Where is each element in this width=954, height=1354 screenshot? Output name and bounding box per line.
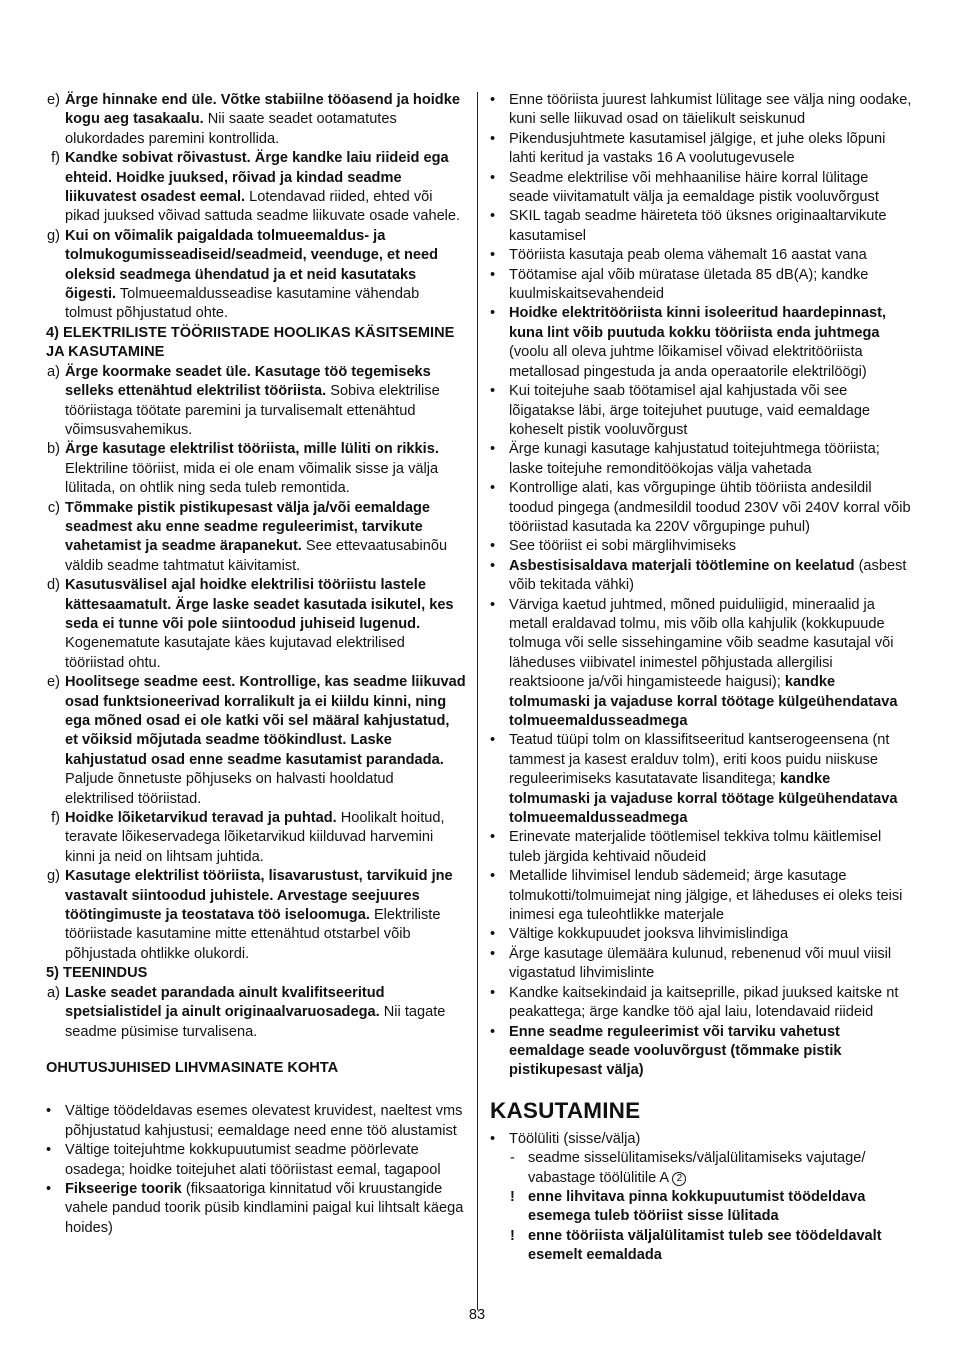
list-marker: f) (51, 150, 60, 167)
warnings-list (490, 1188, 912, 1266)
bold-text: Kandke sobivat rõivastust. Ärge kandke laiu riideid ega ehteid. Hoidke juuksed, rõivad ja kindad seadme liikuvatest osadest eemal. (65, 150, 449, 206)
list-item-text (509, 441, 880, 476)
list-marker: • (490, 945, 496, 962)
list-marker: • (490, 538, 496, 555)
list-item-text (509, 829, 881, 864)
normal-text: Nii saate seadet ootamatutes olukordades paremini kontrollida. (65, 111, 397, 147)
list-item (490, 246, 912, 265)
bold-text: Ärge koormake seadet üle. Kasutage töö tegemiseks selleks ettenähtud elektrilist tööriista. (65, 363, 431, 400)
list-item-text (65, 364, 440, 438)
normal-text: Töötamise ajal võib müratase ületada 85 dB(A); kandke kuulmiskaitsevahendeid (509, 266, 869, 303)
list-marker: c) (47, 499, 60, 516)
normal-text: Teatud tüüpi tolm on klassifitseeritud kantserogeensena (nt tammest ja kasest eralduv tolm), eriti koos puidu niiskuse reguleerimiseks kasutatavate lisanditega; (509, 732, 890, 788)
list-item (46, 227, 466, 324)
list-item (490, 596, 912, 732)
list-item (490, 91, 912, 130)
list-item-text (509, 538, 736, 554)
list-marker: • (490, 557, 496, 574)
list-item-text (509, 267, 868, 302)
list-item-text (65, 500, 447, 574)
list-marker: • (490, 305, 496, 322)
list-marker: g) (47, 227, 60, 244)
bold-text: Enne seadme reguleerimist või tarviku vahetust eemaldage seade vooluvõrgust (tõmmake pistik pistikupesast välja) (509, 1023, 842, 1079)
list-item-text (509, 208, 887, 243)
list-marker: d) (47, 577, 60, 594)
list-marker: • (46, 1180, 52, 1197)
safety-bullets-continued (490, 91, 912, 1081)
normal-text: (fiksaatoriga kinnitatud või kruustangide vahele pandud toorik püsib kindlamini paigal kui lihtsalt käega hoides) (65, 1180, 464, 1236)
list-item (46, 1180, 466, 1238)
list-item (46, 1102, 466, 1141)
list-item-text (509, 597, 897, 729)
bold-text: Kui on võimalik paigaldada tolmueemaldus- ja tolmukogumisseadiseid/seadmeid, veenduge, et need oleksid seadmega ühendatud ja et neid kasutataks õigesti. (65, 227, 439, 303)
list-block-a (46, 91, 466, 324)
safety-bullets (46, 1102, 466, 1238)
list-item (46, 576, 466, 673)
section-5-heading: 5) TEENINDUS (46, 965, 148, 982)
list-marker: b) (47, 441, 60, 458)
list-item (490, 557, 912, 596)
bold-text: Hoidke elektritööriista kinni isoleeritud haardepinnast, kuna lint võib puutuda kokku tööriista enda juhtmega (509, 305, 887, 341)
list-marker: • (490, 266, 496, 283)
list-marker: • (490, 130, 496, 147)
list-marker: e) (47, 92, 60, 108)
normal-text: Hoolikalt hoitud, teravate lõikeservadega lõiketarvikud kiilduvad harvemini kinni ja neid on lihtsam juhtida. (65, 810, 445, 865)
normal-text: See tööriist ei sobi märglihvimiseks (509, 538, 737, 555)
bold-text: Hoidke lõiketarvikud teravad ja puhtad. (65, 810, 337, 827)
list-item-text (509, 985, 898, 1020)
list-item-text (65, 1142, 441, 1177)
list-item (490, 945, 912, 984)
list-item-text (509, 170, 879, 205)
normal-text: Kontrollige alati, kas võrgupinge ühtib tööriista andesildil toodud pingega (andmesildil toodud 230V või 240V korral võib tööriistad kasutada ka 220V võrgupinge puhul) (509, 480, 911, 535)
list-item-text (509, 926, 788, 942)
list-item (490, 984, 912, 1023)
list-item (46, 363, 466, 441)
list-item-text (65, 150, 460, 224)
list-item-text (509, 558, 906, 593)
list-block-b (46, 363, 466, 965)
bold-text: Kasutusvälisel ajal hoidke elektrilisi tööriistu lastele kättesaamatult. Ärge laske seadet kasutada isikutel, kes seda ei tunne või pole siintoodud juhiseid lugenud. (65, 577, 454, 632)
circled-number-2: 2 (672, 1172, 686, 1186)
bold-text: Hoolitsege seadme eest. Kontrollige, kas seadme liikuvad osad funktsioneerivad korralikult ja ei kiildu kinni, ning ega mõned osad ei ole katki või sel määral kahjustatud, et võiksid mõjutada seadme töökindlust. Laske kahjustatud osad enne seadme kasutamist parandada. (65, 674, 466, 768)
list-item-text (65, 1181, 463, 1236)
normal-text: (voolu all oleva juhtme lõikamisel võivad elektritööriista metallosad pingestuda ja anda operaatorile elektrilöögi) (509, 344, 867, 380)
list-item (46, 809, 466, 867)
list-marker: • (490, 383, 496, 400)
list-item-text (509, 868, 902, 923)
list-item-text (509, 946, 891, 981)
dash-marker: - (510, 1150, 515, 1167)
list-item (490, 130, 912, 169)
list-item-text (509, 131, 885, 166)
normal-text: Pikendusjuhtmete kasutamisel jälgige, et juhe oleks lõpuni lahti keritud ja vastaks 16 A voolutugevusele (509, 130, 886, 167)
normal-text: Kogenematute kasutajate käes kujutavad elektrilised tööriistad ohtu. (65, 635, 405, 671)
list-item (490, 266, 912, 305)
left-column (46, 91, 466, 1238)
bold-text: Laske seadet parandada ainult kvalifitseeritud spetsialistidel ja ainult originaalvaruosadega. (65, 984, 385, 1021)
exclamation-icon: ! (510, 1227, 515, 1244)
normal-text: Vältige kokkupuudet jooksva lihvimislindiga (509, 926, 789, 943)
normal-text: Metallide lihvimisel lendub sädemeid; ärge kasutage tolmukotti/tolmuimejat ning jälgige, et läheduses ei oleks teisi inimesi ega tuleohtlikke materjale (509, 868, 903, 924)
normal-text: Lotendavad riided, ehted või pikad juuksed võivad sattuda seadme liikuvate osade vahele. (65, 189, 461, 225)
list-item-text (65, 1103, 462, 1138)
normal-text: Vältige töödeldavas esemes olevatest kruvidest, naeltest vms põhjustatud kahjustusi; eemaldage need enne töö alustamist (65, 1103, 463, 1139)
list-item (490, 440, 912, 479)
list-marker: • (46, 1103, 52, 1120)
list-marker: f) (51, 810, 60, 827)
bold-text: Ärge hinnake end üle. Võtke stabiilne tööasend ja hoidke kogu aeg tasakaalu. (65, 92, 460, 128)
list-item (490, 207, 912, 246)
list-item (490, 169, 912, 208)
bold-text: Fikseerige toorik (65, 1180, 182, 1197)
list-item (46, 149, 466, 227)
list-block-c (46, 984, 466, 1042)
bold-text: kandke tolmumaski ja vajaduse korral töötage külgeühendatava tolmueemaldusseadmega (509, 771, 898, 827)
normal-text: Ärge kasutage ülemäära kulunud, rebenenud või muul viisil vigastatud lihvimislinte (509, 945, 892, 982)
bold-text: Ärge kasutage elektrilist tööriista, mille lüliti on rikkis. (65, 441, 439, 458)
list-marker: • (490, 829, 496, 846)
bullet-marker: • (490, 1130, 496, 1147)
normal-text: Kui toitejuhe saab töötamisel ajal kahjustada või see lõigatakse läbi, ärge toitejuhet puutuge, vaid eemaldage koheselt pistik vooluvõrgust (509, 383, 871, 438)
list-marker: • (490, 169, 496, 186)
list-marker: • (490, 926, 496, 943)
normal-text: Erinevate materjalide töötlemisel tekkiva tolmu käitlemisel tuleb järgida kehtivaid nõudeid (509, 829, 882, 865)
list-item-text (65, 441, 439, 496)
list-marker: a) (47, 363, 60, 380)
exclamation-icon: ! (510, 1188, 515, 1205)
normal-text: Tööriista kasutaja peab olema vähemalt 16 aastat vana (509, 247, 867, 264)
warning-text: enne tööriista väljalülitamist tuleb see töödeldavalt esemelt eemaldada (528, 1227, 882, 1264)
normal-text: (asbest võib tekitada vähki) (509, 557, 907, 594)
bold-text: Asbestisisaldava materjali töötlemine on keelatud (509, 557, 855, 574)
list-item (490, 382, 912, 440)
list-item-text (65, 985, 445, 1040)
list-item (490, 828, 912, 867)
list-marker: a) (47, 984, 60, 1001)
list-item-text (509, 383, 870, 438)
list-marker: • (490, 247, 496, 264)
usage-sub-text: seadme sisselülitamiseks/väljalülitamiseks vajutage/ vabastage töölülitile A (528, 1150, 866, 1186)
normal-text: Seadme elektrilise või mehhaanilise häire korral lülitage seade viivitamatult välja ja eemaldage pistik vooluvõrgust (509, 169, 879, 206)
normal-text: Elektriline tööriist, mida ei ole enam võimalik sisse ja välja lülitada, on ohtlik ning seda tuleb remontida. (65, 460, 439, 497)
usage-bullet-text: Töölüliti (sisse/välja) (509, 1130, 641, 1147)
list-item-text (65, 674, 466, 806)
kasutamine-heading: KASUTAMINE (490, 1097, 641, 1123)
warning-text: enne lihvitava pinna kokkupuutumist töödeldava esemega tuleb tööriist sisse lülitada (528, 1188, 866, 1225)
page-number: 83 (468, 1307, 486, 1323)
warning-item (490, 1227, 912, 1266)
list-marker: • (490, 208, 496, 225)
list-item-text (509, 92, 911, 127)
warning-item (490, 1188, 912, 1227)
list-marker: • (490, 92, 496, 108)
list-item (490, 304, 912, 382)
right-column (490, 91, 912, 1266)
bold-text: Tõmmake pistik pistikupesast välja ja/või eemaldage seadmest aku enne seadme reguleerimist, tarvikute vahetamist ja seadme ärapanekut. (65, 499, 431, 555)
normal-text: Vältige toitejuhtme kokkupuutumist seadme pöörlevate osadega; hoidke toitejuhet alati tööriistast eemal, tagapool (65, 1142, 441, 1178)
normal-text: Sobiva elektrilise tööriistaga töötate paremini ja turvalisemalt ettenähtud võimsusvahemikus. (65, 383, 440, 438)
normal-text: Värviga kaetud juhtmed, mõned puiduliigid, mineraalid ja metall eraldavad tolmu, mis võib olla kahjulik (kokkupuude tolmuga või selle sissehingamine võib seadme kasutajal või läheduses viibivatel inimestel põhjustada allergilisi reaktsioone ja/või hingamisteede haigusi); (509, 596, 894, 691)
bold-text: Kasutage elektrilist tööriista, lisavarustust, tarvikuid jne vastavalt siintoodud juhistele. Arvestage seejuures töötingimuste ja teostatava töö iseloomuga. (65, 868, 453, 924)
normal-text: Nii tagate seadme püsimise turvalisena. (65, 1004, 446, 1040)
list-marker: • (490, 596, 496, 613)
list-item (490, 1023, 912, 1081)
normal-text: Paljude õnnetuste põhjuseks on halvasti hooldatud elektrilised tööriistad. (65, 771, 394, 807)
list-item-text (65, 577, 454, 671)
normal-text: Enne tööriista juurest lahkumist lülitage see välja ning oodake, kuni selle liikuvad osad on täielikult seiskunud (509, 92, 912, 128)
bold-text: kandke tolmumaski ja vajaduse korral töötage külgeühendatava tolmueemaldusseadmega (509, 674, 898, 729)
usage-sub-item (490, 1149, 912, 1188)
list-item (46, 499, 466, 577)
list-item-text (65, 92, 460, 147)
normal-text: Kandke kaitsekindaid ja kaitseprille, pikad juuksed kaitske nt peakattega; ärge kandke töö ajal laiu, lotendavaid riideid (509, 984, 899, 1021)
normal-text: See ettevaatusabinõu väldib seadme tahtmatut käivitamist. (65, 538, 448, 574)
normal-text: Tolmueemaldusseadise kasutamine vähendab tolmust põhjustatud ohte. (65, 286, 420, 322)
list-item (46, 673, 466, 809)
list-item-text (65, 810, 445, 865)
list-item (46, 440, 466, 498)
normal-text: Elektriliste tööriistade kasutamine mitte ettenähtud otstarbel võib põhjustada ohtlikke olukordi. (65, 907, 441, 962)
list-marker: • (490, 984, 496, 1001)
list-item (490, 731, 912, 828)
list-item (490, 867, 912, 925)
list-marker: • (46, 1142, 52, 1159)
list-item (490, 479, 912, 537)
list-item-text (509, 247, 867, 263)
normal-text: SKIL tagab seadme häireteta töö üksnes originaaltarvikute kasutamisel (509, 208, 887, 244)
list-marker: • (490, 732, 496, 749)
normal-text: Ärge kunagi kasutage kahjustatud toitejuhtmega tööriista; laske toitejuhe remonditöökojas välja vahetada (509, 441, 880, 477)
list-item-text (509, 305, 886, 379)
list-item (46, 1141, 466, 1180)
list-item (490, 537, 912, 556)
list-marker: • (490, 1023, 496, 1040)
column-divider (477, 92, 478, 1310)
list-item-text (509, 732, 897, 826)
usage-bullet (490, 1130, 912, 1149)
list-marker: g) (47, 868, 60, 885)
section-4-heading: 4) ELEKTRILISTE TÖÖRIISTADE HOOLIKAS KÄSITSEMINE JA KASUTAMINE (46, 324, 455, 361)
list-item-text (509, 480, 911, 535)
safety-heading: OHUTUSJUHISED LIHVMASINATE KOHTA (46, 1059, 339, 1076)
list-item-text (509, 1024, 842, 1079)
list-item (46, 91, 466, 149)
list-marker: e) (47, 674, 60, 691)
list-item-text (65, 868, 453, 962)
list-marker: • (490, 480, 496, 497)
list-item-text (65, 228, 438, 322)
list-marker: • (490, 868, 496, 885)
list-item (46, 867, 466, 964)
list-item (490, 925, 912, 944)
list-marker: • (490, 441, 496, 458)
list-item (46, 984, 466, 1042)
